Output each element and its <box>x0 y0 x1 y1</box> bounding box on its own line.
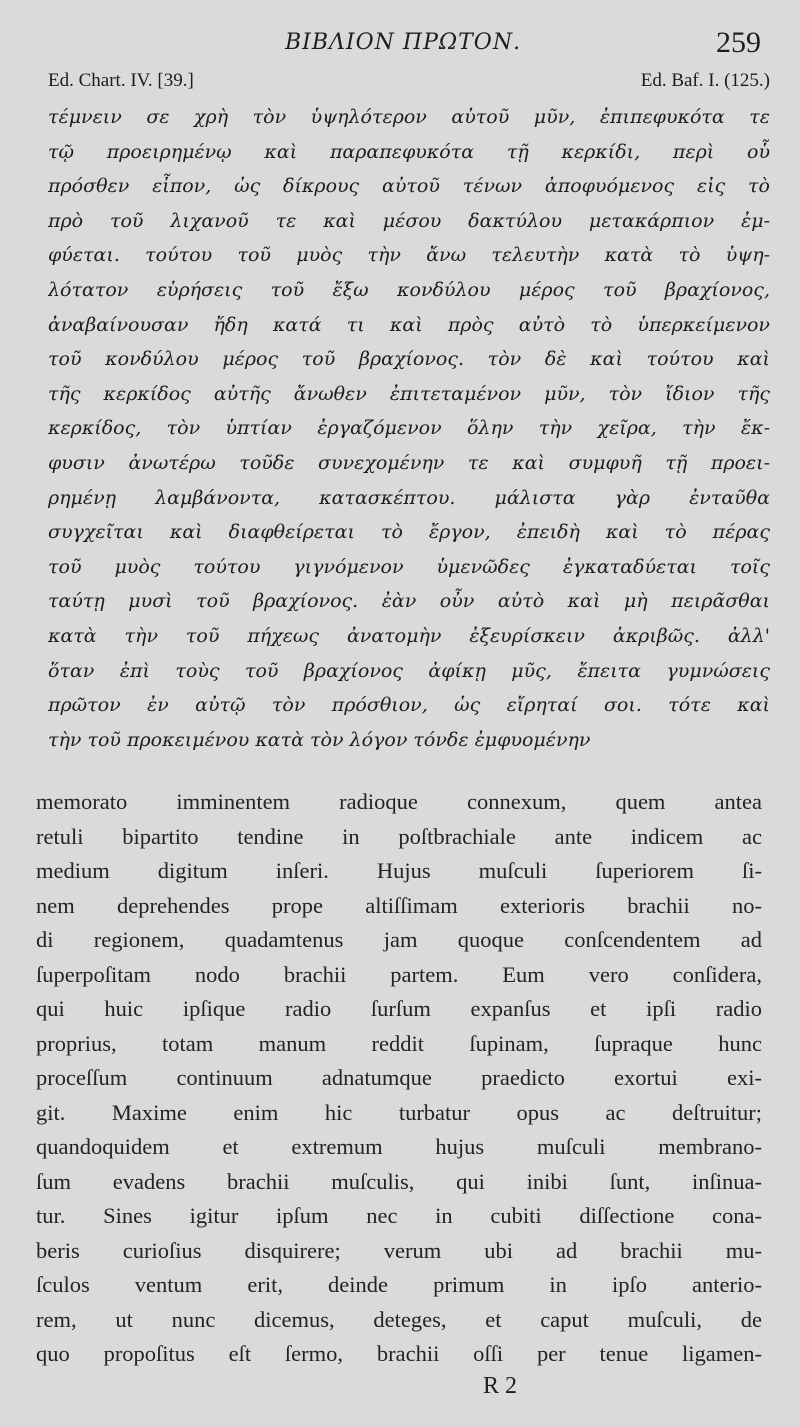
page-number: 259 <box>716 26 761 59</box>
latin-line: ſuperpoſitam nodo brachii partem. Eum vero conſidera, <box>36 961 762 987</box>
latin-line: ſculos ventum erit, deinde primum in ipſo anterio- <box>36 1272 762 1297</box>
latin-line: medium digitum inſeri. Hujus muſculi ſuperiorem ſi- <box>36 858 762 883</box>
latin-line: ſum evadens brachii muſculis, qui inibi ſunt, inſinua- <box>36 1168 762 1194</box>
edition-reference-chartier: Ed. Chart. IV. [39.] <box>48 70 194 91</box>
greek-line: πρῶτον ἐν αὐτῷ τὸν πρόσθιον, ὡς εἴρηταί σοι. τότε καὶ <box>48 694 770 717</box>
latin-line: quo propoſitus eſt ſermo, brachii oſſi per tenue ligamen- <box>36 1341 762 1366</box>
greek-line: τέμνειν σε χρὴ τὸν ὑψηλότερον αὐτοῦ μῦν, ἐπιπεφυκότα τε <box>48 106 770 128</box>
greek-line: ὅταν ἐπὶ τοὺς τοῦ βραχίονος ἀφίκῃ μῦς, ἔπειτα γυμνώσεις <box>48 659 770 682</box>
greek-line: τῆς κερκίδος αὐτῆς ἄνωθεν ἐπιτεταμένον μῦν, τὸν ἴδιον τῆς <box>48 382 770 405</box>
latin-line: nem deprehendes prope altiſſimam exterioris brachii no- <box>36 892 762 918</box>
latin-line: git. Maxime enim hic turbatur opus ac deſtruitur; <box>36 1099 762 1125</box>
greek-line: ἀναβαίνουσαν ἤδη κατά τι καὶ πρὸς αὐτὸ τὸ ὑπερκείμενον <box>48 313 770 336</box>
latin-text-block <box>36 785 762 1372</box>
latin-line: rem, ut nunc dicemus, deteges, et caput muſculi, de <box>36 1306 762 1332</box>
signature-mark: R 2 <box>483 1373 518 1399</box>
greek-line: λότατον εὑρήσεις τοῦ ἔξω κονδύλου μέρος τοῦ βραχίονος, <box>48 278 770 301</box>
greek-line: πρὸ τοῦ λιχανοῦ τε καὶ μέσου δακτύλου μετακάρπιον ἐμ- <box>48 209 770 232</box>
greek-line: κερκίδος, τὸν ὑπτίαν ἐργαζόμενον ὅλην τὴν χεῖρα, τὴν ἔκ- <box>48 417 770 440</box>
greek-line: κατὰ τὴν τοῦ πήχεως ἀνατομὴν ἐξευρίσκειν ἀκριβῶς. ἀλλ' <box>48 624 770 647</box>
running-head <box>0 22 800 62</box>
running-head-title: ΒΙΒΛΙΟΝ ΠΡΩΤΟΝ. <box>285 30 522 55</box>
latin-line: proceſſum continuum adnatumque praedicto exortui exi- <box>36 1065 762 1090</box>
greek-line: πρόσθεν εἶπον, ὡς δίκρους αὐτοῦ τένων ἀποφυόμενος εἰς τὸ <box>48 175 770 198</box>
greek-line: ρημένῃ λαμβάνοντα, κατασκέπτου. μάλιστα γὰρ ἐνταῦθα <box>48 486 770 509</box>
greek-line: τῷ προειρημένῳ καὶ παραπεφυκότα τῇ κερκίδι, περὶ οὗ <box>48 140 770 163</box>
greek-line: ταύτῃ μυσὶ τοῦ βραχίονος. ἐὰν οὖν αὐτὸ καὶ μὴ πειρᾶσθαι <box>48 590 770 613</box>
greek-line: συγχεῖται καὶ διαφθείρεται τὸ ἔργον, ἐπειδὴ καὶ τὸ πέρας <box>48 521 770 544</box>
latin-line: tur. Sines igitur ipſum nec in cubiti diſſectione cona- <box>36 1203 762 1228</box>
greek-line: φύεται. τούτου τοῦ μυὸς τὴν ἄνω τελευτὴν κατὰ τὸ ὑψη- <box>48 244 770 267</box>
latin-line: retuli bipartito tendine in poſtbrachiale ante indicem ac <box>36 823 762 849</box>
latin-line: quandoquidem et extremum hujus muſculi membrano- <box>36 1134 762 1159</box>
latin-line: proprius, totam manum reddit ſupinam, ſupraque hunc <box>36 1030 762 1056</box>
edition-reference-basel: Ed. Baf. I. (125.) <box>640 70 770 91</box>
greek-line: φυσιν ἀνωτέρω τοῦδε συνεχομένην τε καὶ συμφυῆ τῇ προει- <box>48 451 770 474</box>
latin-line: memorato imminentem radioque connexum, quem antea <box>36 789 762 814</box>
latin-line: qui huic ipſique radio ſurſum expanſus et ipſi radio <box>36 996 762 1021</box>
latin-line: beris curioſius disquirere; verum ubi ad brachii mu- <box>36 1237 762 1263</box>
edition-references <box>48 70 770 96</box>
greek-line: τοῦ μυὸς τούτου γιγνόμενον ὑμενῶδες ἐγκαταδύεται τοῖς <box>48 555 770 578</box>
latin-line: di regionem, quadamtenus jam quoque conſcendentem ad <box>36 927 762 952</box>
greek-text-block <box>48 100 770 757</box>
greek-line: τοῦ κονδύλου μέρος τοῦ βραχίονος. τὸν δὲ καὶ τούτου καὶ <box>48 348 770 371</box>
greek-line: τὴν τοῦ προκειμένου κατὰ τὸν λόγον τόνδε ἐμφυομένην <box>48 728 591 751</box>
